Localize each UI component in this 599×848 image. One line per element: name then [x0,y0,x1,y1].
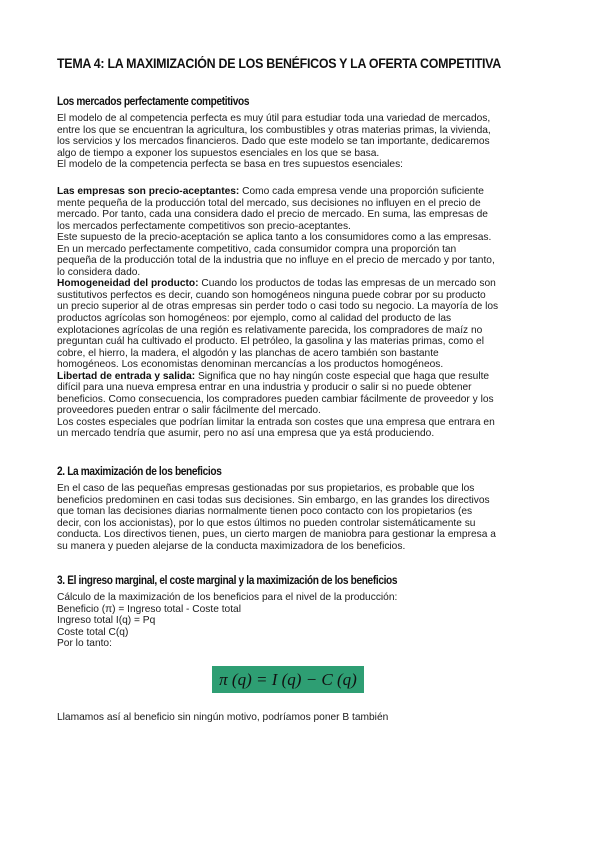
paragraph-line: homogéneos. Los economistas denominan mercancías a los productos homogéneos. [57,359,444,371]
paragraph-line: productos agrícolas son homogéneos: por ejemplo, como al calidad del producto de las [57,313,452,325]
paragraph-line [57,186,547,198]
paragraph-line: cobre, el hierro, la madera, el algodón y las planchas de acero también son bastante [57,347,439,359]
paragraph-line: Por lo tanto: [57,638,112,650]
profit-formula-box [212,666,364,693]
paragraph-line: algo de tiempo a exponer los supuestos esenciales en los que se basa. [57,147,380,159]
paragraph-line: los servicios y los mercados financieros. Dado que este modelo se tan importante, dedicaremos [57,136,490,148]
paragraph-line: sustitutivos perfectos es decir, cuando son homogéneos ninguna puede cobrar por su producto [57,289,486,301]
paragraph-line: beneficios predominen en casi todas sus decisiones. Sin embargo, en las grandes los directivos [57,494,490,506]
paragraph-line: un precio superior al de otras empresas sin perder todo o casi todo su negocio. La mayoría de los [57,301,499,313]
paragraph-line: su manera y pueden alejarse de la conducta maximizadora de los beneficios. [57,540,406,552]
paragraph-text: Como cada empresa vende una proporción suficiente [239,186,484,197]
section-maximizacion-body [57,483,547,552]
term-libertad-entrada: Libertad de entrada y salida: [57,370,196,382]
paragraph-line: los mercados perfectamente competitivos son precio-aceptantes. [57,220,351,232]
paragraph-line [57,371,547,383]
term-homogeneidad: Homogeneidad del producto: [57,278,199,290]
section-mercados-supuestos [57,186,547,440]
paragraph-line [57,278,547,290]
paragraph-line: difícil para una nueva empresa entrar en una industria y producir o salir si no puede obtener [57,382,472,394]
paragraph-line: preguntan cuál ha cultivado el producto. El petróleo, la gasolina y las materias primas, como el [57,336,484,348]
paragraph-line: Cálculo de la maximización de los beneficios para el nivel de la producción: [57,592,398,603]
paragraph-line: beneficios. Como consecuencia, los compradores pueden cambiar fácilmente de proveedor y los [57,393,494,405]
section-heading-maximizacion: 2. La maximización de los beneficios [57,466,222,478]
paragraph-line: El modelo de al competencia perfecta es muy útil para estudiar toda una variedad de mercados, [57,113,491,124]
paragraph-line: decir, con los accionistas), por lo que estos últimos no pueden controlar sistemáticamente su [57,517,476,529]
paragraph-text: Cuando los productos de todas las empresas de un mercado son [198,278,496,290]
closing-note [57,712,547,724]
paragraph-line: mercado. Por tanto, cada una considera dado el precio de mercado. En suma, las empresas de [57,209,488,221]
paragraph-line: entre los que se encuentran la agricultura, los combustibles y otras materias primas, la vivienda, [57,124,491,136]
paragraph-line: que toman las decisiones diarias normalmente tienen poco contacto con los propietarios (es [57,506,473,518]
paragraph-line: Los costes especiales que podrían limitar la entrada son costes que una empresa que entrara en [57,416,495,428]
section-ingreso-marginal-body [57,592,547,650]
paragraph-line: lo considera dado. [57,266,141,278]
paragraph-line: un mercado tendría que asumir, pero no así una empresa que ya está produciendo. [57,428,435,440]
paragraph-line: Coste total C(q) [57,626,129,638]
term-precio-aceptantes: Las empresas son precio-aceptantes: [57,186,240,197]
paragraph-line: Ingreso total I(q) = Pq [57,615,156,627]
paragraph-line: conducta. Los directivos tienen, pues, un cierto margen de maniobra para gestionar la empresa a [57,529,496,541]
paragraph-line: En el caso de las pequeñas empresas gestionadas por sus propietarios, es probable que los [57,483,475,494]
document-title: TEMA 4: LA MAXIMIZACIÓN DE LOS BENÉFICOS Y LA OFERTA COMPETITIVA [57,56,501,71]
profit-formula: π (q) = I (q) − C (q) [219,669,357,689]
paragraph-text: Significa que no hay ningún coste especial que haga que resulte [195,370,490,382]
paragraph-line: El modelo de la competencia perfecta se basa en tres supuestos esenciales: [57,159,404,171]
section-mercados-intro [57,113,547,171]
paragraph-line: En un mercado perfectamente competitivo, cada consumidor compra una proporción tan [57,243,457,255]
paragraph-line: pequeña de la producción total de la industria que no influye en el precio de mercado y por tanto, [57,255,495,267]
paragraph-line: Llamamos así al beneficio sin ningún motivo, podríamos poner B también [57,712,389,723]
paragraph-line: Beneficio (π) = Ingreso total - Coste total [57,603,241,615]
section-heading-mercados: Los mercados perfectamente competitivos [57,96,250,108]
paragraph-line: explotaciones agrícolas de una región es relativamente parecida, los compradores de maíz no [57,324,483,336]
paragraph-line: mente pequeña de la producción total del mercado, sus decisiones no influyen en el precio de [57,197,481,209]
section-heading-ingreso-marginal: 3. El ingreso marginal, el coste marginal y la maximización de los beneficios [57,575,398,587]
paragraph-line: proveedores pueden entrar o salir fácilmente del mercado. [57,405,321,417]
paragraph-line: Este supuesto de la precio-aceptación se aplica tanto a los consumidores como a las empresas. [57,232,492,244]
